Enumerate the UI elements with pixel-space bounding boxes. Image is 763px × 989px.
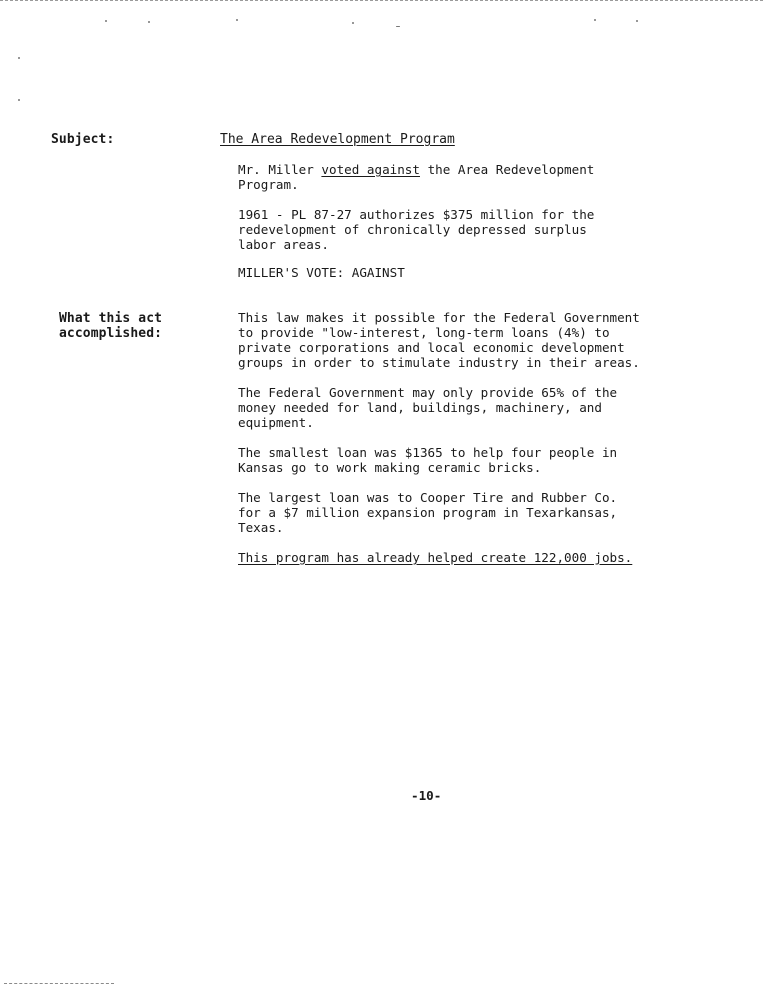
accomplishment-paragraph: The Federal Government may only provide 65% of the money needed for land, buildings, machinery, and equipment. [238, 385, 618, 430]
scan-speck [594, 19, 596, 21]
scan-speck [352, 22, 354, 24]
vote-text-before: Mr. Miller [238, 162, 322, 177]
scan-speck [396, 26, 400, 27]
scan-speck [18, 99, 20, 101]
vote-paragraph [238, 162, 728, 192]
authorization-paragraph: 1961 - PL 87-27 authorizes $375 million for the redevelopment of chronically depressed surplus labor areas. [238, 207, 595, 252]
scan-speck [636, 20, 638, 22]
scan-speck [236, 19, 238, 21]
accomplished-label [59, 311, 209, 341]
bottom-edge-mark [4, 983, 114, 984]
scan-speck [148, 21, 150, 23]
vote-result-line: MILLER'S VOTE: AGAINST [238, 265, 405, 280]
top-edge-perforation [0, 0, 763, 1]
accomplished-label-line: accomplished: [59, 326, 163, 341]
voted-against-emphasis: voted against [321, 162, 420, 177]
page-number: -10- [411, 788, 442, 803]
jobs-created-line: This program has already helped create 122,000 jobs. [238, 550, 633, 565]
section-title: The Area Redevelopment Program [220, 132, 455, 147]
subject-label: Subject: [51, 132, 115, 147]
scan-speck [105, 20, 107, 22]
vote-text-after: the Area Redevelopment Program. [238, 162, 595, 192]
accomplishment-paragraph: The largest loan was to Cooper Tire and Rubber Co. for a $7 million expansion program in Texarkansas, Texas. [238, 490, 618, 535]
accomplishment-paragraph: The smallest loan was $1365 to help four people in Kansas go to work making ceramic bricks. [238, 445, 618, 475]
accomplished-label-line: What this act [59, 311, 163, 326]
scan-speck [18, 57, 20, 59]
accomplishment-paragraph: This law makes it possible for the Federal Government to provide "low-interest, long-term loans (4%) to private corporations and local economic development groups in order to stimulate industry in their areas. [238, 310, 640, 370]
